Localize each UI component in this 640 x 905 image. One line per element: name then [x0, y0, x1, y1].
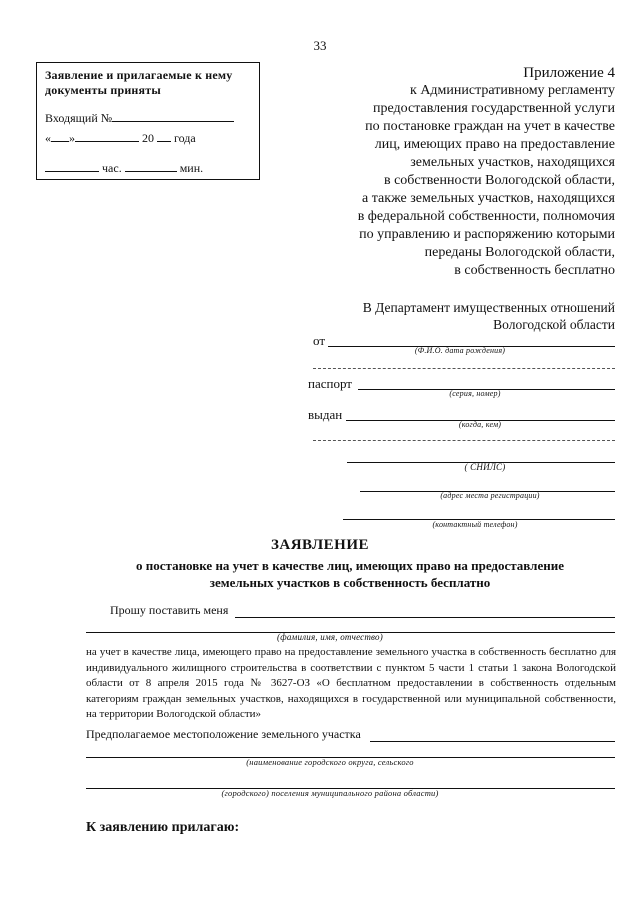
- snils-caption: ( СНИЛС): [464, 462, 506, 472]
- appendix-line-5: лиц, имеющих право на предоставление: [374, 137, 615, 152]
- address-caption: (адрес места регистрации): [440, 491, 540, 500]
- appendix-line-1: Приложение 4: [523, 65, 615, 81]
- request-label: Прошу поставить меня: [110, 603, 229, 617]
- location-caption-1: (наименование городского округа, сельского: [246, 757, 414, 767]
- document-subtitle: [80, 557, 620, 591]
- location-caption-2: (городского) поселения муниципального района области): [221, 788, 439, 798]
- issued-field-line-2[interactable]: [313, 440, 615, 441]
- appendix-line-10: по управлению и распоряжению которыми: [359, 227, 615, 242]
- addressee-block: [295, 299, 615, 333]
- minutes-label: мин.: [179, 161, 204, 175]
- request-name-line[interactable]: [235, 617, 615, 618]
- location-label: Предполагаемое местоположение земельного участка: [86, 727, 361, 741]
- month-line[interactable]: [75, 130, 139, 142]
- from-caption: (Ф.И.О. дата рождения): [414, 346, 506, 355]
- fio-caption: (фамилия, имя, отчество): [277, 632, 383, 642]
- subtitle-line-2: земельных участков в собственность бесплатно: [209, 575, 491, 590]
- passport-label: паспорт: [308, 376, 352, 391]
- document-title: ЗАЯВЛЕНИЕ: [270, 537, 370, 553]
- date-close-quote: »: [69, 131, 75, 145]
- incoming-number-row: [45, 110, 251, 126]
- appendix-line-3: предоставления государственной услуги: [373, 101, 615, 116]
- appendix-line-6: земельных участков, находящихся: [410, 155, 615, 170]
- request-body-text: на учет в качестве лица, имеющего право на предоставление земельного участка в собственность бесплатно для индивидуального жилищного строительства в соответствии с пунктом 5 части 1 статьи 1 закона Вологодской области от 8 апреля 2015 года № 3627-ОЗ «О бесплатном предоставлении в собственность отдельным категориям граждан земельных участков, находящихся в государственной или муниципальной собственности, на территории Вологодской области»: [86, 646, 616, 720]
- department-region: Вологодской области: [493, 317, 615, 332]
- date-row: [45, 130, 251, 146]
- incoming-number-line[interactable]: [112, 110, 234, 122]
- day-line[interactable]: [51, 130, 69, 142]
- incoming-label: Входящий №: [45, 111, 113, 125]
- hours-label: час.: [102, 161, 122, 175]
- appendix-line-8: а также земельных участков, находящихся: [362, 191, 615, 206]
- appendix-line-7: в собственности Вологодской области,: [383, 173, 615, 188]
- receipt-title: Заявление и прилагаемые к нему документы приняты: [45, 68, 233, 97]
- appendix-line-4: по постановке граждан на учет в качестве: [365, 119, 615, 134]
- page-number: 33: [313, 38, 327, 53]
- appendix-header: [285, 64, 615, 280]
- department-name: В Департамент имущественных отношений: [362, 300, 615, 315]
- issued-caption: (когда, кем): [458, 420, 502, 429]
- appendix-line-12: в собственность бесплатно: [454, 263, 615, 278]
- issued-label: выдан: [308, 407, 343, 422]
- year-prefix: 20: [142, 131, 154, 145]
- location-line-1[interactable]: [370, 741, 615, 742]
- hours-line[interactable]: [45, 160, 99, 172]
- passport-caption: (серия, номер): [449, 389, 501, 398]
- appendix-line-11: переданы Вологодской области,: [424, 245, 615, 260]
- time-row: [45, 160, 251, 176]
- appendix-line-2: к Административному регламенту: [410, 83, 615, 98]
- year-line[interactable]: [157, 130, 171, 142]
- appendix-line-9: в федеральной собственности, полномочия: [357, 209, 615, 224]
- from-label: от: [313, 333, 326, 348]
- phone-caption: (контактный телефон): [432, 520, 518, 529]
- attachments-heading: К заявлению прилагаю:: [86, 820, 240, 835]
- date-open-quote: «: [45, 131, 51, 145]
- subtitle-line-1: о постановке на учет в качестве лиц, имеющих право на предоставление: [136, 558, 564, 573]
- minutes-line[interactable]: [125, 160, 177, 172]
- receipt-stamp-box: [36, 62, 260, 180]
- from-field-line-2[interactable]: [313, 368, 615, 369]
- year-label: года: [174, 131, 196, 145]
